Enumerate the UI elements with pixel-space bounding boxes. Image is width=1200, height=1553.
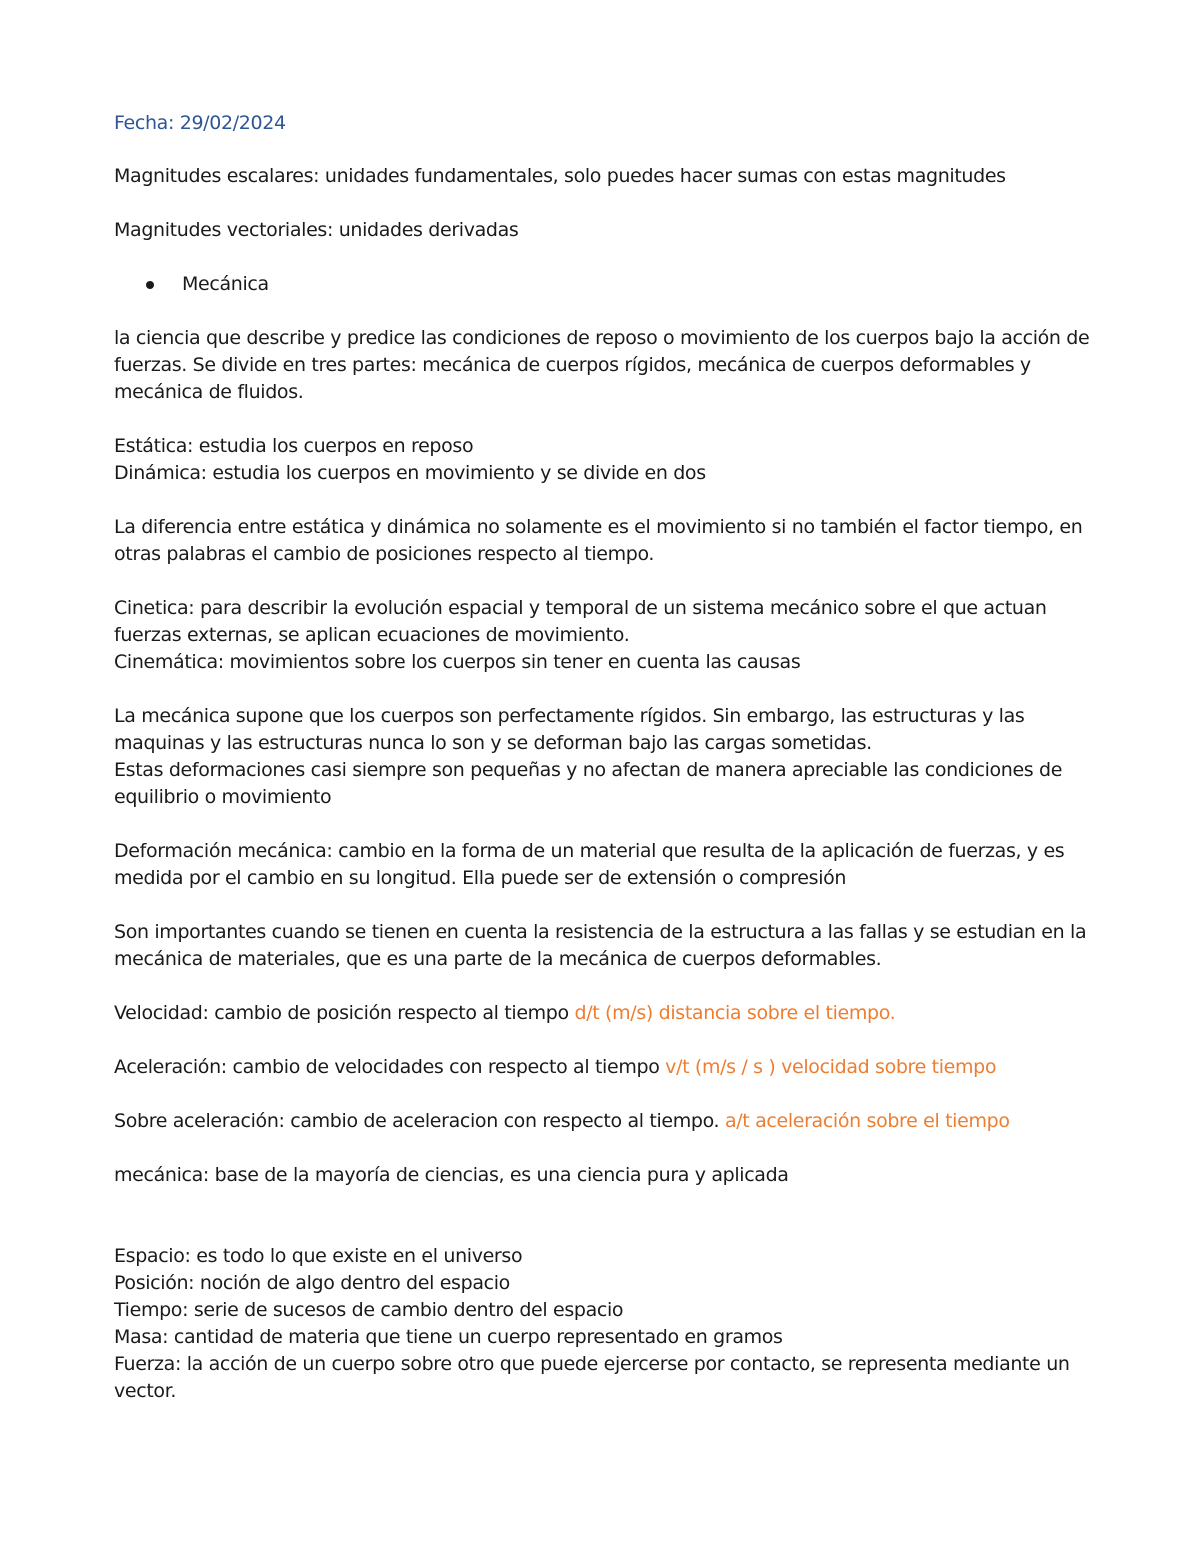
line-estatica: Estática: estudia los cuerpos en reposo (114, 435, 474, 457)
paragraph-importantes: Son importantes cuando se tienen en cuenta la resistencia de la estructura a las fallas y se estudian en la mecánica de materiales, que es una parte de la mecánica de cuerpos deformables. (114, 921, 1087, 970)
paragraph-mecanica-base: mecánica: base de la mayoría de ciencias, es una ciencia pura y aplicada (114, 1164, 789, 1186)
definition-tiempo: Tiempo: serie de sucesos de cambio dentro del espacio (114, 1299, 624, 1321)
velocidad-text: Velocidad: cambio de posición respecto al tiempo (114, 1002, 575, 1024)
line-dinamica: Dinámica: estudia los cuerpos en movimiento y se divide en dos (114, 462, 706, 484)
date-line: Fecha: 29/02/2024 (114, 112, 286, 134)
bullet-item-mecanica (114, 271, 1094, 298)
definition-espacio: Espacio: es todo lo que existe en el universo (114, 1245, 523, 1267)
sobre-aceleracion-formula: a/t aceleración sobre el tiempo (724, 1110, 1010, 1132)
document-page (114, 110, 1094, 1405)
definition-posicion: Posición: noción de algo dentro del espacio (114, 1272, 510, 1294)
aceleracion-formula: v/t (m/s / s ) velocidad sobre tiempo (665, 1056, 997, 1078)
paragraph-magnitudes-vectoriales: Magnitudes vectoriales: unidades derivadas (114, 219, 519, 241)
line-cuerpos-rigidos: La mecánica supone que los cuerpos son perfectamente rígidos. Sin embargo, las estructuras y las maquinas y las estructuras nunca lo son y se deforman bajo las cargas sometidas. (114, 705, 1025, 754)
line-aceleracion (114, 1054, 1094, 1081)
definition-fuerza: Fuerza: la acción de un cuerpo sobre otro que puede ejercerse por contacto, se representa mediante un vector. (114, 1353, 1070, 1402)
line-sobre-aceleracion (114, 1108, 1094, 1135)
paragraph-ciencia: la ciencia que describe y predice las condiciones de reposo o movimiento de los cuerpos bajo la acción de fuerzas. Se divide en tres partes: mecánica de cuerpos rígidos, mecánica de cuerpos deformables y mecánica de fluidos. (114, 327, 1090, 403)
paragraph-deformacion-mecanica: Deformación mecánica: cambio en la forma de un material que resulta de la aplicación de fuerzas, y es medida por el cambio en su longitud. Ella puede ser de extensión o compresión (114, 840, 1065, 889)
aceleracion-text: Aceleración: cambio de velocidades con respecto al tiempo (114, 1056, 666, 1078)
bullet-icon (146, 281, 154, 289)
line-cinematica: Cinemática: movimientos sobre los cuerpos sin tener en cuenta las causas (114, 651, 801, 673)
bullet-label: Mecánica (182, 273, 269, 295)
paragraph-magnitudes-escalares: Magnitudes escalares: unidades fundamentales, solo puedes hacer sumas con estas magnitudes (114, 165, 1006, 187)
paragraph-diferencia: La diferencia entre estática y dinámica no solamente es el movimiento si no también el factor tiempo, en otras palabras el cambio de posiciones respecto al tiempo. (114, 516, 1083, 565)
line-cinetica: Cinetica: para describir la evolución espacial y temporal de un sistema mecánico sobre el que actuan fuerzas externas, se aplican ecuaciones de movimiento. (114, 597, 1047, 646)
definition-masa: Masa: cantidad de materia que tiene un cuerpo representado en gramos (114, 1326, 783, 1348)
velocidad-formula: d/t (m/s) distancia sobre el tiempo. (574, 1002, 896, 1024)
line-deformaciones: Estas deformaciones casi siempre son pequeñas y no afectan de manera apreciable las condiciones de equilibrio o movimiento (114, 759, 1063, 808)
sobre-aceleracion-text: Sobre aceleración: cambio de aceleracion con respecto al tiempo. (114, 1110, 725, 1132)
line-velocidad (114, 1000, 1094, 1027)
blank-line (114, 1216, 1094, 1243)
